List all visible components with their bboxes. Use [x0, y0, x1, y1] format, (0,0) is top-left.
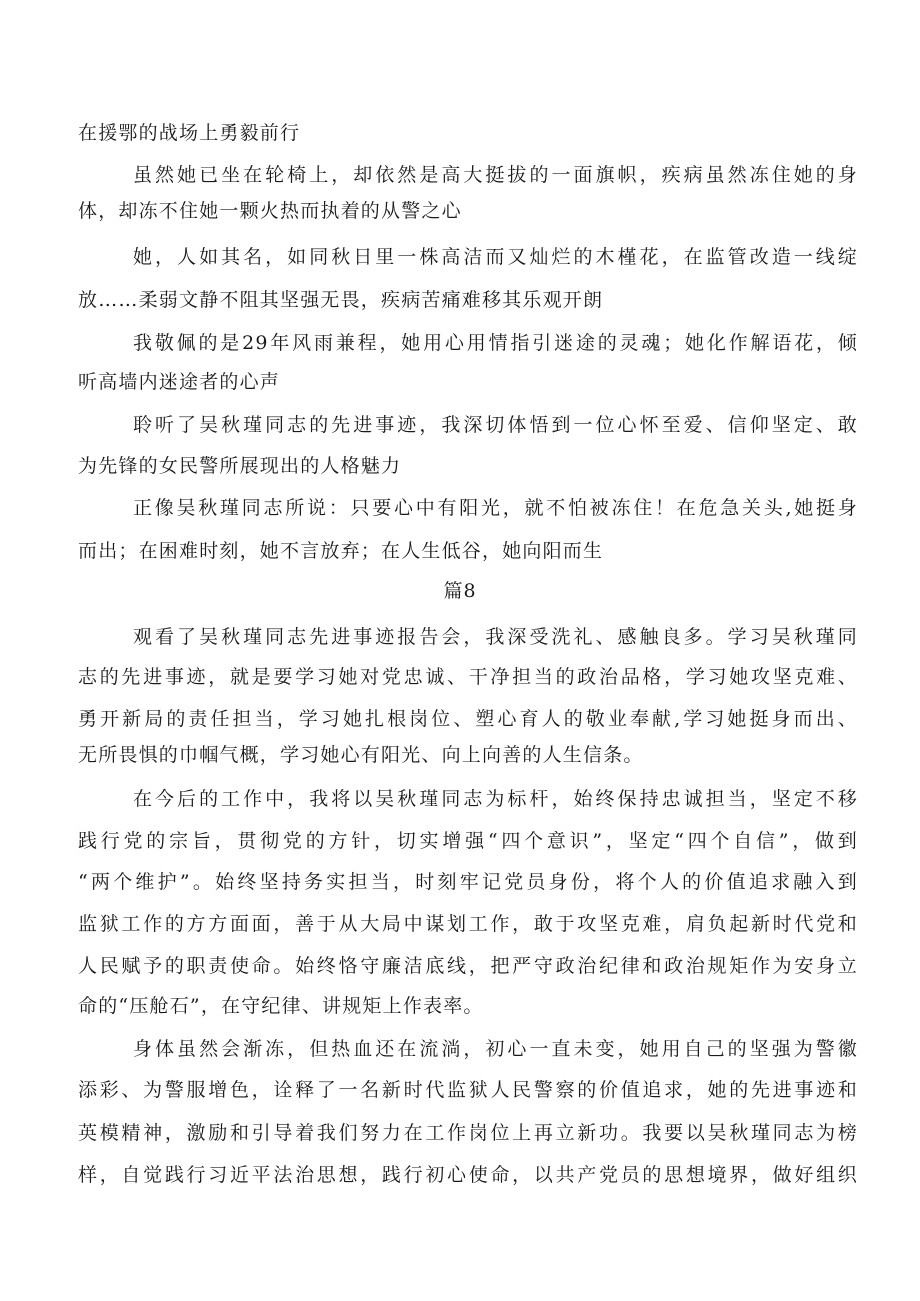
text-line: 英模精神，激励和引导着我们努力在工作岗位上再立新功。我要以吴秋瑾同志为榜	[78, 1122, 858, 1144]
text-line: “两个维护”。始终坚持务实担当，时刻牢记党员身份，将个人的价值追求融入到	[78, 871, 858, 893]
text-line: 监狱工作的方方面面，善于从大局中谋划工作，敢于攻坚克难，肩负起新时代党和	[78, 913, 858, 935]
text-line: 无所畏惧的巾帼气概，学习她心有阳光、向上向善的人生信条。	[78, 744, 644, 766]
section-heading: 篇8	[443, 580, 477, 602]
text-line: 虽然她已坐在轮椅上，却依然是高大挺拔的一面旗帜，疾病虽然冻住她的身	[133, 164, 858, 186]
text-line: 而出；在困难时刻，她不言放弃；在人生低谷，她向阳而生	[78, 540, 604, 562]
text-line: 观看了吴秋瑾同志先进事迹报告会，我深受洗礼、感触良多。学习吴秋瑾同	[133, 626, 858, 648]
text-line: 践行党的宗旨，贯彻党的方针，切实增强“四个意识”，坚定“四个自信”，做到	[78, 830, 858, 852]
text-line: 我敬佩的是29年风雨兼程，她用心用情指引迷途的灵魂；她化作解语花，倾	[133, 332, 858, 354]
text-line: 聆听了吴秋瑾同志的先进事迹，我深切体悟到一位心怀至爱、信仰坚定、敢	[133, 414, 858, 436]
text-line: 放……柔弱文静不阻其坚强无畏，疾病苦痛难移其乐观开朗	[78, 289, 604, 311]
text-line: 添彩、为警服增色，诠释了一名新时代监狱人民警察的价值追求，她的先进事迹和	[78, 1079, 858, 1101]
text-line: 命的“压舱石”，在守纪律、讲规矩上作表率。	[78, 995, 484, 1017]
text-line: 勇开新局的责任担当，学习她扎根岗位、塑心育人的敬业奉献,学习她挺身而出、	[78, 708, 858, 730]
text-line: 志的先进事迹，就是要学习她对党忠诚、干净担当的政治品格，学习她攻坚克难、	[78, 666, 858, 688]
text-line: 在今后的工作中，我将以吴秋瑾同志为标杆，始终保持忠诚担当，坚定不移	[133, 788, 858, 810]
text-line: 身体虽然会渐冻，但热血还在流淌，初心一直未变，她用自己的坚强为警徽	[133, 1038, 858, 1060]
text-line: 样，自觉践行习近平法治思想，践行初心使命，以共产党员的思想境界，做好组织	[78, 1164, 858, 1186]
text-line: 人民赋予的职责使命。始终恪守廉洁底线，把严守政治纪律和政治规矩作为安身立	[78, 955, 858, 977]
text-line: 体，却冻不住她一颗火热而执着的从警之心	[78, 200, 462, 222]
text-line: 听高墙内迷途者的心声	[78, 371, 281, 393]
text-line: 在援鄂的战场上勇毅前行	[78, 122, 301, 144]
text-line: 正像吴秋瑾同志所说：只要心中有阳光，就不怕被冻住！在危急关头,她挺身	[133, 497, 858, 519]
text-line: 为先锋的女民警所展现出的人格魅力	[78, 455, 402, 477]
text-line: 她，人如其名，如同秋日里一株高洁而又灿烂的木槿花，在监管改造一线绽	[133, 246, 858, 268]
